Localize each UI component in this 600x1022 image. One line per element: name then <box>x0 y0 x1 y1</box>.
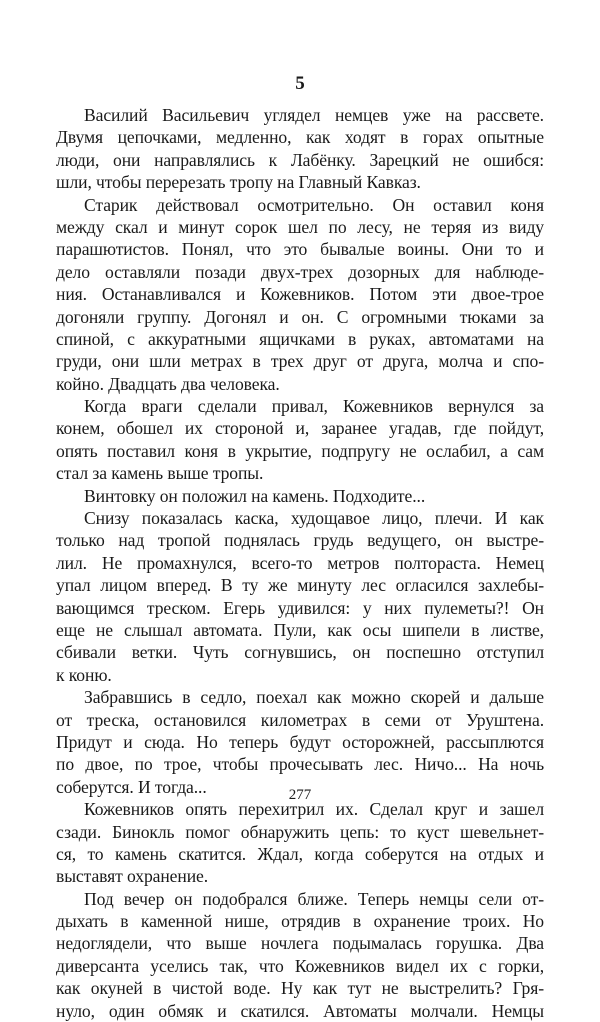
text-line: вающимся треском. Егерь удивился: у них пулеметы?! Он <box>56 597 544 618</box>
text-line: догоняли группу. Догонял и он. С огромными тюками за <box>56 306 544 327</box>
text-line: Под вечер он подобрался ближе. Теперь немцы сели от- <box>84 888 544 909</box>
book-page <box>56 0 544 1021</box>
text-line: сбивали ветки. Чуть согнувшись, он поспешно отступил <box>56 642 544 663</box>
paragraph <box>56 395 544 485</box>
text-line: по двое, по трое, чтобы прочесывать лес. Ничо... На ночь <box>56 754 544 775</box>
text-line: Забравшись в седло, поехал как можно скорей и дальше <box>84 687 544 708</box>
text-line: груди, они шли метрах в трех друг от друга, молча и спо- <box>56 351 544 372</box>
text-line: только над тропой поднялась грудь ведущего, он выстре- <box>56 530 544 551</box>
paragraph <box>56 194 544 396</box>
text-line: Когда враги сделали привал, Кожевников вернулся за <box>84 396 544 417</box>
text-line: Двумя цепочками, медленно, как ходят в горах опытные <box>56 127 544 148</box>
text-line: Василий Васильевич углядел немцев уже на рассвете. <box>84 105 544 125</box>
page-number: 277 <box>288 787 312 803</box>
text-line: Снизу показалась каска, худощавое лицо, плечи. И как <box>84 508 544 529</box>
text-line: еще не слышал автомата. Пули, как осы шипели в листве, <box>56 619 544 640</box>
text-line: диверсанта уселись так, что Кожевников видел их с горки, <box>56 955 544 976</box>
text-line: дело оставляли позади двух-трех дозорных для наблюде- <box>56 261 544 282</box>
text-line: люди, они направлялись к Лабёнку. Зарецкий не ошибся: <box>56 149 544 170</box>
paragraph <box>56 507 544 686</box>
paragraph <box>56 798 544 888</box>
paragraph <box>56 485 544 507</box>
paragraph <box>56 686 544 798</box>
text-line: Винтовку он положил на камень. Подходите... <box>84 485 426 506</box>
text-line: Придут и сюда. Но теперь будут осторожней, рассыплются <box>56 731 544 752</box>
text-line: шли, чтобы перерезать тропу на Главный Кавказ. <box>56 172 421 193</box>
paragraph <box>56 888 544 1022</box>
text-line: сзади. Бинокль помог обнаружить цепь: то куст шевельнет- <box>56 821 544 842</box>
text-line: к коню. <box>56 664 112 685</box>
text-line: спиной, с аккуратными ящичками в руках, автоматами на <box>56 328 544 349</box>
text-line: ния. Останавливался и Кожевников. Потом эти двое-трое <box>56 284 544 305</box>
text-line: ся, то камень скатится. Ждал, когда соберутся на отдых и <box>56 843 544 864</box>
text-line: Старик действовал осмотрительно. Он оставил коня <box>84 194 544 215</box>
text-line: опять поставил коня в укрытие, подпругу не ослабил, а сам <box>56 440 544 461</box>
text-line: лил. Не промахнулся, всего-то метров полтораста. Немец <box>56 552 544 573</box>
text-line: парашютистов. Понял, что это бывалые воины. Они то и <box>56 239 544 260</box>
text-line: стал за камень выше тропы. <box>56 463 264 484</box>
text-line: дыхать в каменной нише, отрядив в охранение троих. Но <box>56 911 544 932</box>
text-line: койно. Двадцать два человека. <box>56 373 280 394</box>
text-line: от треска, остановился километрах в семи от Уруштена. <box>56 709 544 730</box>
text-line: нуло, один обмяк и скатился. Автоматы молчали. Немцы <box>56 1000 544 1021</box>
text-line: упал лицом вперед. В ту же минуту лес огласился захлебы- <box>56 575 544 596</box>
text-line: Кожевников опять перехитрил их. Сделал круг и зашел <box>84 799 544 820</box>
chapter-number: 5 <box>295 73 305 94</box>
text-line: как окуней в чистой воде. Ну как тут не выстрелить? Гря- <box>56 978 544 999</box>
text-line: соберутся. И тогда... <box>56 776 207 797</box>
text-line: конем, обошел их стороной и, заранее угадав, где пойдут, <box>56 418 544 439</box>
text-line: между скал и минут сорок шел по лесу, не теряя из виду <box>56 216 544 237</box>
text-line: недоглядели, что выше ночлега подымалась горушка. Два <box>56 933 544 954</box>
paragraph <box>56 104 544 194</box>
text-line: выставят охранение. <box>56 866 209 887</box>
body-text <box>56 104 544 1022</box>
